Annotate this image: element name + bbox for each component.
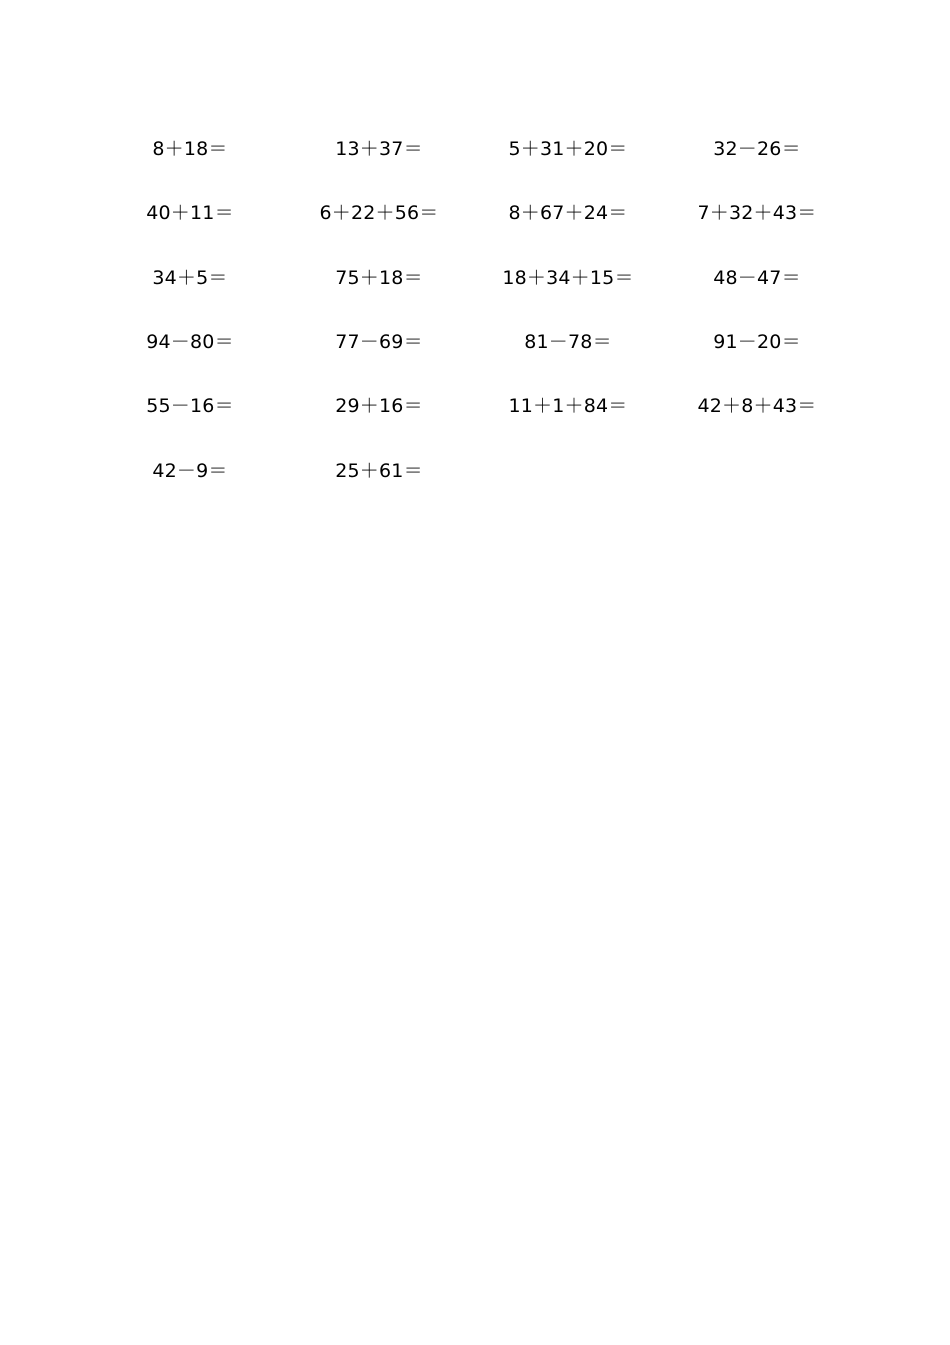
math-problem: 5＋31＋20＝ bbox=[508, 138, 628, 160]
math-problem: 7＋32＋43＝ bbox=[697, 202, 817, 224]
problem-row bbox=[0, 456, 950, 486]
math-problem: 55－16＝ bbox=[146, 395, 234, 417]
math-problem: 25＋61＝ bbox=[335, 460, 423, 482]
math-problem: 29＋16＝ bbox=[335, 395, 423, 417]
math-problem: 6＋22＋56＝ bbox=[319, 202, 439, 224]
problem-row bbox=[0, 327, 950, 357]
math-problem: 40＋11＝ bbox=[146, 202, 234, 224]
math-problem: 81－78＝ bbox=[524, 331, 612, 353]
math-problem: 42－9＝ bbox=[152, 460, 228, 482]
math-problem: 32－26＝ bbox=[713, 138, 801, 160]
math-problem: 42＋8＋43＝ bbox=[697, 395, 817, 417]
problem-row bbox=[0, 198, 950, 228]
math-problem: 18＋34＋15＝ bbox=[502, 267, 634, 289]
math-problem: 75＋18＝ bbox=[335, 267, 423, 289]
math-problem: 8＋67＋24＝ bbox=[508, 202, 628, 224]
math-problem: 34＋5＝ bbox=[152, 267, 228, 289]
math-problem: 94－80＝ bbox=[146, 331, 234, 353]
math-problem: 77－69＝ bbox=[335, 331, 423, 353]
math-problem: 11＋1＋84＝ bbox=[508, 395, 628, 417]
math-problem: 91－20＝ bbox=[713, 331, 801, 353]
problem-row bbox=[0, 263, 950, 293]
math-problem: 8＋18＝ bbox=[152, 138, 228, 160]
math-problem: 48－47＝ bbox=[713, 267, 801, 289]
math-problem: 13＋37＝ bbox=[335, 138, 423, 160]
problem-row bbox=[0, 391, 950, 421]
problem-row bbox=[0, 134, 950, 164]
